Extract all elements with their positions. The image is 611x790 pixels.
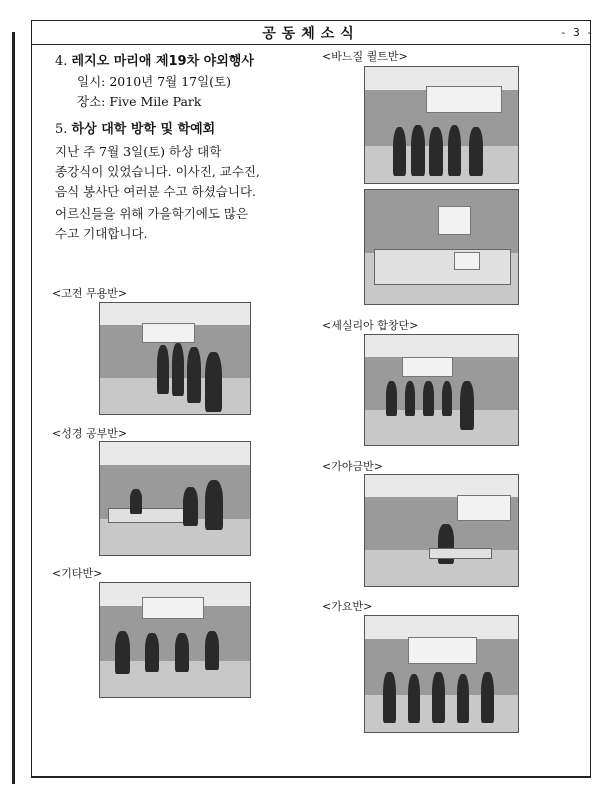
page-title: 공동체소식: [262, 26, 360, 42]
section-5-title: 하상 대학 방학 및 학예회: [71, 122, 216, 137]
bottom-rule: [31, 776, 591, 778]
section-4-date: 일시: 2010년 7월 17일(토): [77, 74, 232, 89]
photo-patchwork-display: [364, 189, 519, 305]
photo-song: [364, 615, 519, 733]
paragraph-line: 종강식이 있었습니다. 이사진, 교수진,: [55, 164, 260, 179]
paragraph-line: 어르신들을 위해 가을학기에도 많은: [55, 206, 249, 221]
section-5-heading: [55, 118, 215, 137]
caption-gayageum: <가야금반>: [322, 460, 383, 473]
caption-song: <가요반>: [322, 600, 373, 613]
photo-patchwork-group: [364, 66, 519, 184]
section-4-number: 4.: [55, 54, 68, 69]
paragraph-line: 지난 주 7월 3일(토) 하상 대학: [55, 144, 222, 159]
paragraph-line: 수고 기대합니다.: [55, 226, 148, 241]
caption-classical-dance: <고전 무용반>: [52, 287, 128, 300]
section-4-title: 레지오 마리애 제19차 야외행사: [71, 54, 254, 69]
section-4-place: 장소: Five Mile Park: [77, 94, 202, 109]
section-5-paragraph-1: [55, 142, 260, 202]
photo-cecilia-choir: [364, 334, 519, 446]
caption-patchwork: <바느질 퀼트반>: [322, 50, 408, 63]
photo-gayageum: [364, 474, 519, 587]
photo-bible-study: [99, 441, 251, 556]
newsletter-header: [31, 20, 591, 44]
section-5-number: 5.: [55, 122, 68, 137]
caption-guitar: <기타반>: [52, 567, 103, 580]
caption-bible-study: <성경 공부반>: [52, 427, 128, 440]
caption-cecilia-choir: <세실리아 합창단>: [322, 319, 419, 332]
paragraph-line: 음식 봉사단 여러분 수고 하셨습니다.: [55, 184, 256, 199]
section-5-paragraph-2: [55, 204, 248, 244]
photo-classical-dance: [99, 302, 251, 415]
photo-guitar: [99, 582, 251, 698]
header-divider: [31, 44, 591, 45]
left-margin-rule: [12, 32, 15, 784]
section-4-heading: [55, 50, 254, 69]
page-number: - 3 -: [559, 26, 593, 39]
